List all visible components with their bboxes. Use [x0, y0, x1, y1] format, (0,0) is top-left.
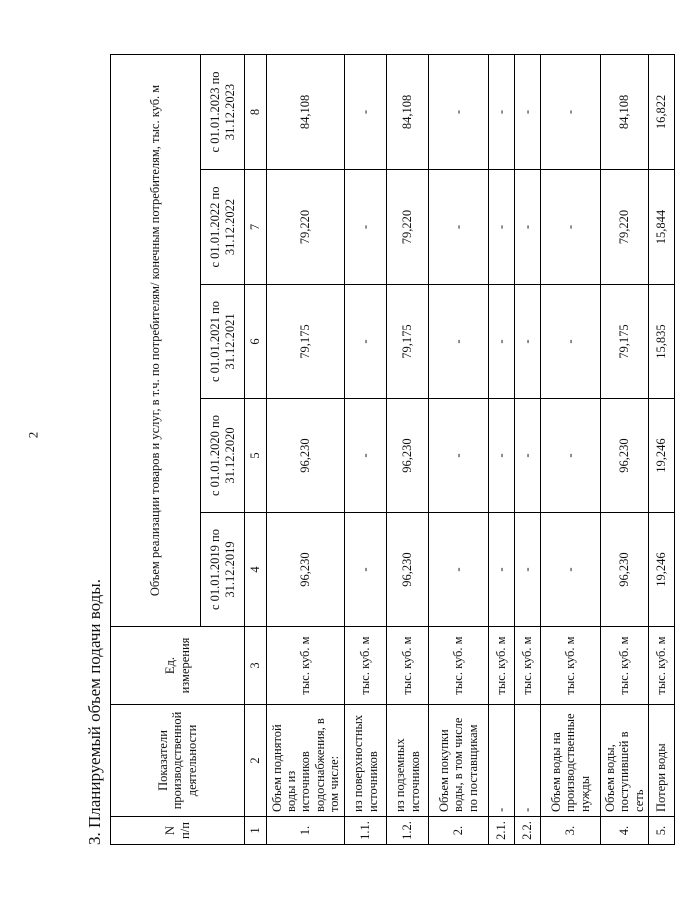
header-num: N п/п [111, 817, 245, 845]
row-value: - [541, 170, 601, 285]
row-value: 19,246 [649, 399, 675, 513]
row-value: - [345, 170, 387, 285]
row-value: - [345, 513, 387, 627]
row-value: 96,230 [267, 399, 345, 513]
row-unit: тыс. куб. м [601, 627, 649, 705]
row-value: - [429, 399, 489, 513]
row-name: - [515, 705, 541, 817]
row-value: - [515, 513, 541, 627]
row-name: Потери воды [649, 705, 675, 817]
row-value: - [541, 54, 601, 169]
row-value: 96,230 [267, 513, 345, 627]
column-number: 5 [245, 399, 267, 513]
header-period: с 01.01.2021 по 31.12.2021 [201, 285, 245, 399]
table-row [515, 54, 541, 844]
row-num: 1. [267, 817, 345, 845]
row-value: - [541, 399, 601, 513]
row-value: - [345, 285, 387, 399]
row-num: 4. [601, 817, 649, 845]
table-row [429, 54, 489, 844]
table-row [345, 54, 387, 844]
row-value: - [541, 285, 601, 399]
column-number-row [245, 54, 267, 844]
row-unit: тыс. куб. м [541, 627, 601, 705]
header-period: с 01.01.2022 по 31.12.2022 [201, 170, 245, 285]
table-row [601, 54, 649, 844]
row-value: 79,220 [387, 170, 429, 285]
row-value: - [515, 285, 541, 399]
row-value: 84,108 [387, 54, 429, 169]
row-value: 79,175 [387, 285, 429, 399]
row-value: - [489, 399, 515, 513]
row-name: Объем поднятой воды из источников водоснабжения, в том числе: [267, 705, 345, 817]
row-name: - [489, 705, 515, 817]
row-value: - [429, 285, 489, 399]
row-value: - [489, 170, 515, 285]
row-value: - [541, 513, 601, 627]
column-number: 6 [245, 285, 267, 399]
row-value: - [515, 399, 541, 513]
row-value: 96,230 [601, 399, 649, 513]
table-row [387, 54, 429, 844]
section-heading: 3. Планируемый объем подачи воды. [85, 579, 104, 845]
column-number: 3 [245, 627, 267, 705]
row-value: 15,844 [649, 170, 675, 285]
rotated-page-content [80, 55, 669, 845]
row-value: - [345, 399, 387, 513]
row-value: 79,220 [267, 170, 345, 285]
row-value: 16,822 [649, 54, 675, 169]
row-name: Объем воды, поступившей в сеть [601, 705, 649, 817]
column-number: 8 [245, 54, 267, 169]
row-unit: тыс. куб. м [387, 627, 429, 705]
header-period: с 01.01.2020 по 31.12.2020 [201, 399, 245, 513]
row-name: из подземных источников [387, 705, 429, 817]
row-unit: тыс. куб. м [429, 627, 489, 705]
row-unit: тыс. куб. м [267, 627, 345, 705]
row-value: 15,835 [649, 285, 675, 399]
column-number: 7 [245, 170, 267, 285]
row-value: - [515, 54, 541, 169]
table-row [489, 54, 515, 844]
row-num: 1.1. [345, 817, 387, 845]
row-num: 2. [429, 817, 489, 845]
row-num: 5. [649, 817, 675, 845]
row-value: - [515, 170, 541, 285]
header-indicator: Показатели производственной деятельности [111, 705, 245, 817]
row-num: 2.1. [489, 817, 515, 845]
row-value: - [345, 54, 387, 169]
row-value: - [429, 513, 489, 627]
row-value: - [489, 285, 515, 399]
row-value: - [429, 170, 489, 285]
header-period: с 01.01.2019 по 31.12.2019 [201, 513, 245, 627]
row-name: из поверхностных источников [345, 705, 387, 817]
header-row [111, 54, 201, 844]
row-value: - [489, 54, 515, 169]
column-number: 4 [245, 513, 267, 627]
row-value: - [429, 54, 489, 169]
header-unit: Ед. измерения [111, 627, 245, 705]
row-value: 84,108 [601, 54, 649, 169]
water-supply-table [110, 54, 675, 845]
row-name: Объем покупки воды, в том числе по поставщикам [429, 705, 489, 817]
page-number: 2 [25, 431, 41, 439]
table-row [267, 54, 345, 844]
row-value: 79,175 [267, 285, 345, 399]
column-number: 1 [245, 817, 267, 845]
row-unit: тыс. куб. м [515, 627, 541, 705]
header-group: Объем реализации товаров и услуг, в т.ч. по потребителям/ конечным потребителям, тыс. куб. м [111, 54, 201, 626]
column-number: 2 [245, 705, 267, 817]
row-value: 96,230 [387, 513, 429, 627]
row-unit: тыс. куб. м [345, 627, 387, 705]
row-num: 2.2. [515, 817, 541, 845]
table-row [649, 54, 675, 844]
row-value: 79,175 [601, 285, 649, 399]
row-value: - [489, 513, 515, 627]
row-value: 19,246 [649, 513, 675, 627]
row-value: 84,108 [267, 54, 345, 169]
row-num: 3. [541, 817, 601, 845]
row-num: 1.2. [387, 817, 429, 845]
table-row [541, 54, 601, 844]
row-value: 96,230 [387, 399, 429, 513]
row-value: 96,230 [601, 513, 649, 627]
row-value: 79,220 [601, 170, 649, 285]
row-name: Объем воды на производственные нужды [541, 705, 601, 817]
header-period: с 01.01.2023 по 31.12.2023 [201, 54, 245, 169]
row-unit: тыс. куб. м [649, 627, 675, 705]
row-unit: тыс. куб. м [489, 627, 515, 705]
